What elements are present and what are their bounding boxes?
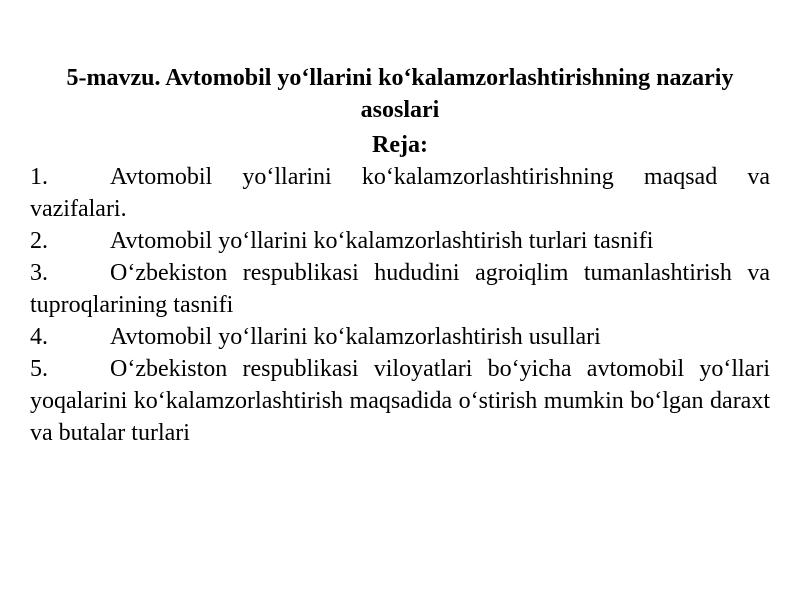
plan-heading: Reja: (372, 132, 428, 158)
plan-item-number: 3. (30, 260, 48, 286)
plan-item-2 (30, 225, 770, 257)
plan-item-text: O‘zbekiston respublikasi hududini agroiqlim tumanlashtirish va tuproqlarining tasnifi (30, 260, 770, 318)
plan-list (30, 161, 770, 449)
plan-item-text: O‘zbekiston respublikasi viloyatlari bo‘yicha avtomobil yo‘llari yoqalarini ko‘kalamzorlashtirish maqsadida o‘stirish mumkin bo‘lgan daraxt va butalar turlari (30, 356, 770, 446)
plan-item-number: 2. (30, 228, 48, 254)
plan-item-3 (30, 257, 770, 321)
plan-item-1 (30, 161, 770, 225)
plan-item-text: Avtomobil yo‘llarini ko‘kalamzorlashtirish usullari (110, 324, 601, 350)
document-title: 5-mavzu. Avtomobil yo‘llarini ko‘kalamzorlashtirishning nazariy asoslari (66, 65, 734, 123)
plan-item-number: 1. (30, 164, 48, 190)
plan-item-5 (30, 353, 770, 449)
plan-item-number: 5. (30, 356, 48, 382)
plan-item-number: 4. (30, 324, 48, 350)
plan-item-text: Avtomobil yo‘llarini ko‘kalamzorlashtirish turlari tasnifi (110, 228, 654, 254)
plan-item-text: Avtomobil yo‘llarini ko‘kalamzorlashtirishning maqsad va vazifalari. (30, 164, 770, 222)
plan-item-4 (30, 321, 770, 353)
